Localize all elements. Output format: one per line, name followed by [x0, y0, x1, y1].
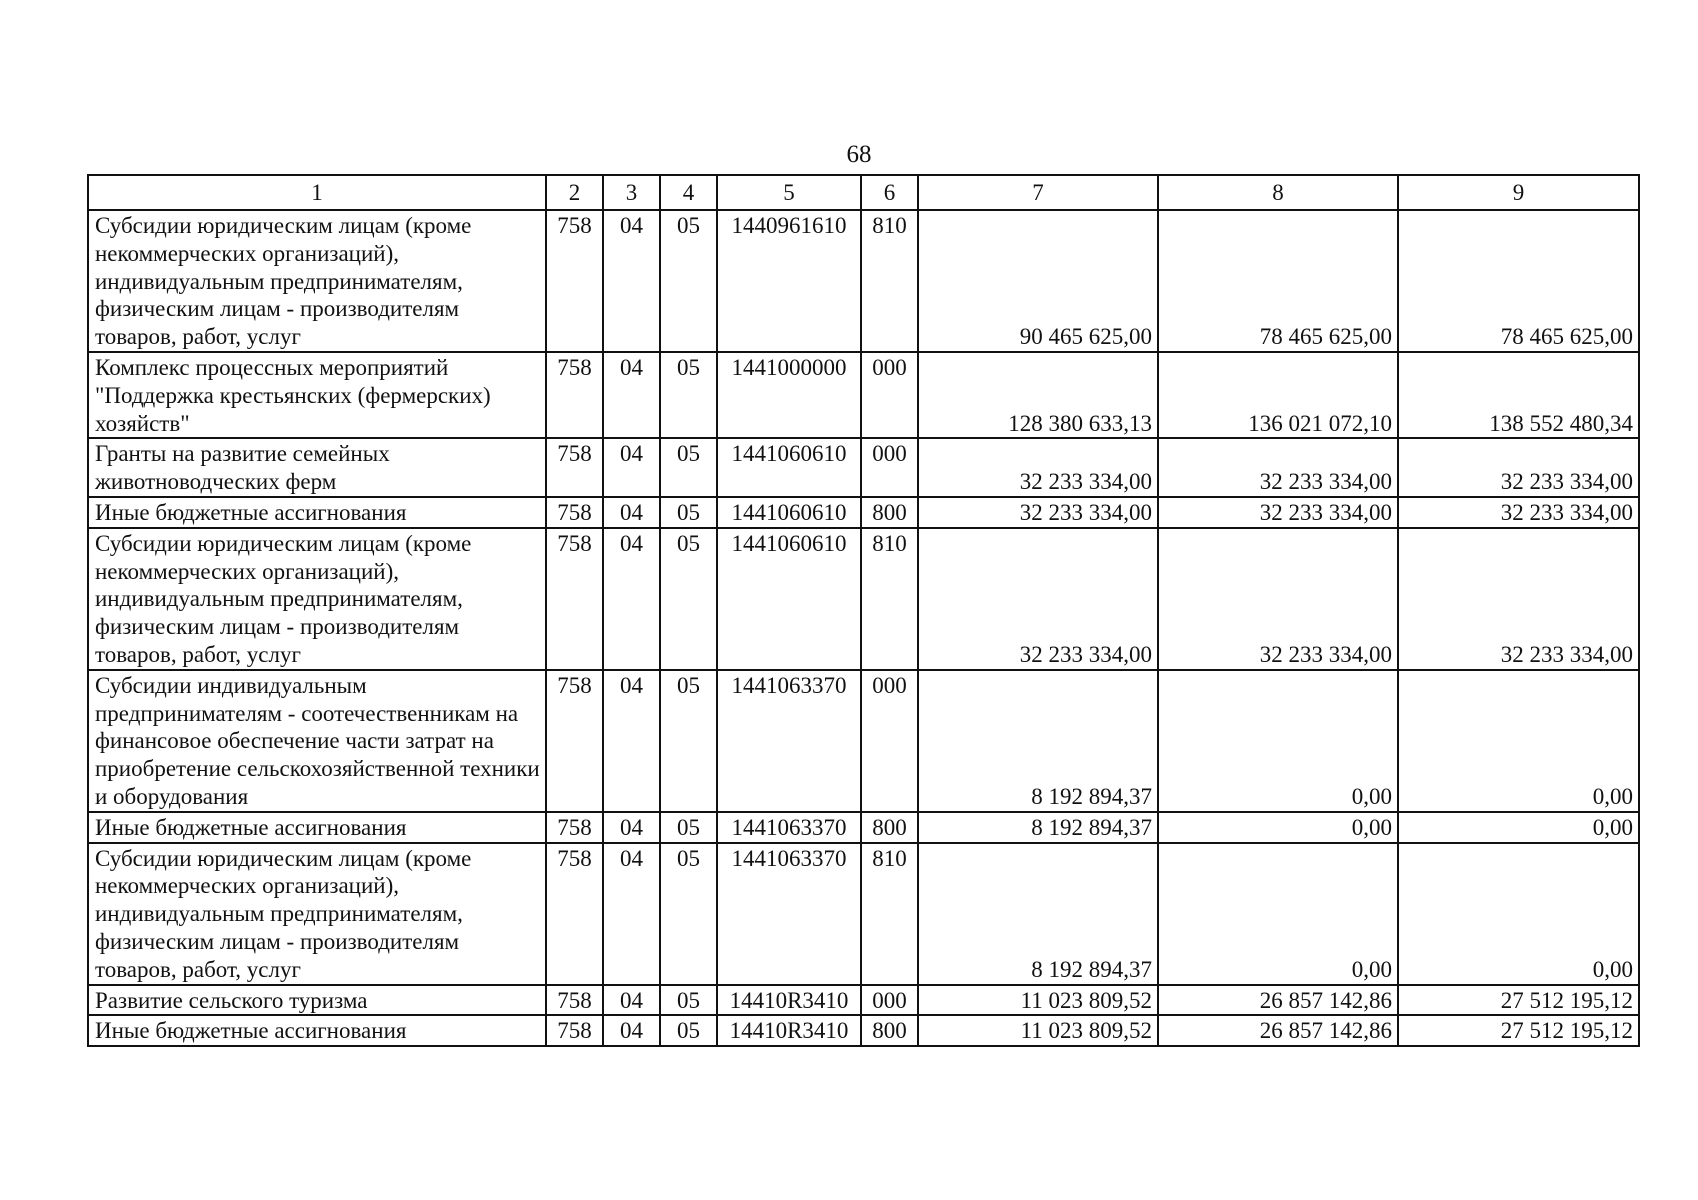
cell-expense-type: 810: [861, 210, 918, 352]
row-name: Иные бюджетные ассигнования: [88, 812, 546, 843]
cell-target-article: 1441060610: [717, 497, 861, 528]
cell-amount-col9: 32 233 334,00: [1398, 528, 1639, 670]
cell-amount-col9: 32 233 334,00: [1398, 497, 1639, 528]
row-name: Иные бюджетные ассигнования: [88, 1015, 546, 1046]
column-header: 4: [660, 175, 717, 210]
cell-target-article: 1441060610: [717, 438, 861, 497]
cell-subsection: 05: [660, 1015, 717, 1046]
cell-admin-code: 758: [546, 812, 603, 843]
row-name: Комплекс процессных мероприятий "Поддержка крестьянских (фермерских) хозяйств": [88, 352, 546, 438]
row-name: Иные бюджетные ассигнования: [88, 497, 546, 528]
cell-amount-col7: 32 233 334,00: [918, 438, 1158, 497]
cell-amount-col8: 32 233 334,00: [1158, 528, 1398, 670]
column-header: 3: [603, 175, 660, 210]
cell-expense-type: 800: [861, 812, 918, 843]
row-name: Субсидии юридическим лицам (кроме некоммерческих организаций), индивидуальным предпринимателям, физическим лицам - производителям товаров, работ, услуг: [88, 210, 546, 352]
column-header: 9: [1398, 175, 1639, 210]
table-row: [88, 497, 1639, 528]
cell-expense-type: 800: [861, 1015, 918, 1046]
cell-subsection: 05: [660, 210, 717, 352]
cell-section: 04: [603, 438, 660, 497]
column-header: 5: [717, 175, 861, 210]
cell-subsection: 05: [660, 497, 717, 528]
cell-amount-col7: 11 023 809,52: [918, 985, 1158, 1016]
budget-table: [87, 174, 1640, 1047]
cell-amount-col8: 26 857 142,86: [1158, 1015, 1398, 1046]
column-header: 7: [918, 175, 1158, 210]
cell-amount-col9: 0,00: [1398, 812, 1639, 843]
table-row: [88, 985, 1639, 1016]
cell-amount-col8: 0,00: [1158, 670, 1398, 812]
cell-subsection: 05: [660, 528, 717, 670]
cell-amount-col9: 32 233 334,00: [1398, 438, 1639, 497]
cell-amount-col9: 0,00: [1398, 670, 1639, 812]
row-name: Субсидии юридическим лицам (кроме некоммерческих организаций), индивидуальным предпринимателям, физическим лицам - производителям товаров, работ, услуг: [88, 843, 546, 985]
cell-admin-code: 758: [546, 528, 603, 670]
table-row: [88, 438, 1639, 497]
cell-subsection: 05: [660, 670, 717, 812]
cell-section: 04: [603, 985, 660, 1016]
cell-target-article: 1441000000: [717, 352, 861, 438]
cell-section: 04: [603, 352, 660, 438]
cell-amount-col9: 27 512 195,12: [1398, 985, 1639, 1016]
cell-target-article: 1441060610: [717, 528, 861, 670]
cell-amount-col9: 27 512 195,12: [1398, 1015, 1639, 1046]
cell-amount-col7: 8 192 894,37: [918, 843, 1158, 985]
column-header: 8: [1158, 175, 1398, 210]
cell-admin-code: 758: [546, 438, 603, 497]
cell-admin-code: 758: [546, 210, 603, 352]
header-row: [88, 175, 1639, 210]
cell-amount-col9: 138 552 480,34: [1398, 352, 1639, 438]
cell-amount-col8: 0,00: [1158, 812, 1398, 843]
cell-subsection: 05: [660, 438, 717, 497]
cell-amount-col8: 32 233 334,00: [1158, 438, 1398, 497]
cell-amount-col7: 8 192 894,37: [918, 812, 1158, 843]
cell-amount-col8: 136 021 072,10: [1158, 352, 1398, 438]
cell-section: 04: [603, 843, 660, 985]
cell-section: 04: [603, 210, 660, 352]
cell-admin-code: 758: [546, 985, 603, 1016]
cell-section: 04: [603, 670, 660, 812]
cell-section: 04: [603, 497, 660, 528]
table-row: [88, 670, 1639, 812]
row-name: Гранты на развитие семейных животноводческих ферм: [88, 438, 546, 497]
cell-target-article: 14410R3410: [717, 1015, 861, 1046]
cell-amount-col7: 8 192 894,37: [918, 670, 1158, 812]
cell-section: 04: [603, 528, 660, 670]
cell-amount-col7: 11 023 809,52: [918, 1015, 1158, 1046]
cell-amount-col8: 0,00: [1158, 843, 1398, 985]
cell-expense-type: 000: [861, 670, 918, 812]
table-row: [88, 210, 1639, 352]
table-row: [88, 812, 1639, 843]
cell-target-article: 14410R3410: [717, 985, 861, 1016]
cell-amount-col9: 0,00: [1398, 843, 1639, 985]
cell-amount-col8: 78 465 625,00: [1158, 210, 1398, 352]
cell-section: 04: [603, 812, 660, 843]
cell-subsection: 05: [660, 985, 717, 1016]
cell-admin-code: 758: [546, 352, 603, 438]
column-header: 2: [546, 175, 603, 210]
cell-expense-type: 810: [861, 843, 918, 985]
cell-subsection: 05: [660, 352, 717, 438]
cell-admin-code: 758: [546, 843, 603, 985]
cell-subsection: 05: [660, 843, 717, 985]
cell-amount-col8: 32 233 334,00: [1158, 497, 1398, 528]
cell-expense-type: 000: [861, 352, 918, 438]
row-name: Субсидии индивидуальным предпринимателям - соотечественникам на финансовое обеспечение части затрат на приобретение сельскохозяйственной техники и оборудования: [88, 670, 546, 812]
row-name: Развитие сельского туризма: [88, 985, 546, 1016]
row-name: Субсидии юридическим лицам (кроме некоммерческих организаций), индивидуальным предпринимателям, физическим лицам - производителям товаров, работ, услуг: [88, 528, 546, 670]
cell-amount-col7: 90 465 625,00: [918, 210, 1158, 352]
cell-target-article: 1440961610: [717, 210, 861, 352]
cell-admin-code: 758: [546, 1015, 603, 1046]
cell-amount-col8: 26 857 142,86: [1158, 985, 1398, 1016]
cell-amount-col7: 128 380 633,13: [918, 352, 1158, 438]
cell-target-article: 1441063370: [717, 843, 861, 985]
cell-subsection: 05: [660, 812, 717, 843]
cell-amount-col9: 78 465 625,00: [1398, 210, 1639, 352]
cell-admin-code: 758: [546, 497, 603, 528]
cell-expense-type: 000: [861, 438, 918, 497]
cell-section: 04: [603, 1015, 660, 1046]
cell-amount-col7: 32 233 334,00: [918, 497, 1158, 528]
cell-admin-code: 758: [546, 670, 603, 812]
table-row: [88, 1015, 1639, 1046]
cell-target-article: 1441063370: [717, 812, 861, 843]
cell-amount-col7: 32 233 334,00: [918, 528, 1158, 670]
table-row: [88, 528, 1639, 670]
cell-expense-type: 810: [861, 528, 918, 670]
table-row: [88, 843, 1639, 985]
cell-target-article: 1441063370: [717, 670, 861, 812]
table-row: [88, 352, 1639, 438]
cell-expense-type: 800: [861, 497, 918, 528]
column-header: 6: [861, 175, 918, 210]
cell-expense-type: 000: [861, 985, 918, 1016]
page-number: 68: [846, 141, 872, 168]
column-header: 1: [88, 175, 546, 210]
